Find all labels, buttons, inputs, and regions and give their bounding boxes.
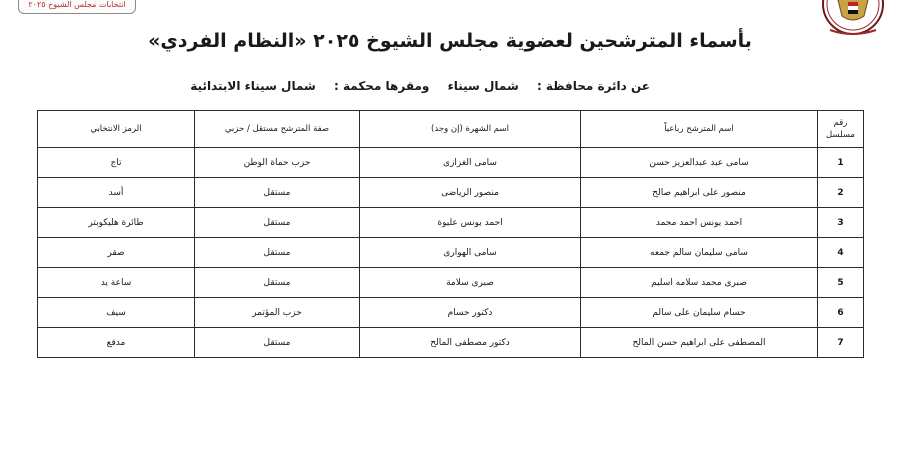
header-number: رقم مسلسل <box>818 111 864 148</box>
cell-nickname: منصور الرياضى <box>360 178 581 208</box>
header-nickname: اسم الشهرة (إن وجد) <box>360 111 581 148</box>
table-row <box>38 298 864 328</box>
cell-number: 1 <box>818 148 864 178</box>
cell-nickname: صبرى سلامة <box>360 268 581 298</box>
court-value: شمال سيناء الابتدائية <box>190 79 316 93</box>
cell-symbol: سيف <box>38 298 195 328</box>
cell-symbol: صقر <box>38 238 195 268</box>
cell-status: حزب المؤتمر <box>195 298 360 328</box>
table-row <box>38 148 864 178</box>
cell-status: حزب حماة الوطن <box>195 148 360 178</box>
cell-symbol: تاج <box>38 148 195 178</box>
candidates-table <box>37 110 864 358</box>
cell-number: 7 <box>818 328 864 358</box>
cell-number: 4 <box>818 238 864 268</box>
cell-symbol: ساعة يد <box>38 268 195 298</box>
cell-nickname: سامى الغزازى <box>360 148 581 178</box>
table-row <box>38 328 864 358</box>
cell-name: حسام سليمان على سالم <box>581 298 818 328</box>
cell-number: 6 <box>818 298 864 328</box>
header-symbol: الرمز الانتخابي <box>38 111 195 148</box>
district-label: عن دائرة محافظة : <box>536 79 650 93</box>
cell-symbol: أسد <box>38 178 195 208</box>
table-row <box>38 238 864 268</box>
table-header-row <box>38 111 864 148</box>
cell-status: مستقل <box>195 238 360 268</box>
table-row <box>38 268 864 298</box>
cell-nickname: دكتور حسام <box>360 298 581 328</box>
cell-name: المصطفى على ابراهيم حسن المالح <box>581 328 818 358</box>
table-row <box>38 178 864 208</box>
election-stamp-text: انتخابات مجلس الشيوخ ٢٠٢٥ <box>28 0 126 9</box>
cell-name: احمد يونس احمد محمد <box>581 208 818 238</box>
cell-nickname: دكتور مصطفى المالح <box>360 328 581 358</box>
header-name: اسم المترشح رباعياً <box>581 111 818 148</box>
district-line <box>176 79 650 93</box>
cell-name: سامى عبد عبدالعزيز حسن <box>581 148 818 178</box>
cell-name: صبرى محمد سلامه اسليم <box>581 268 818 298</box>
page-title: بأسماء المترشحين لعضوية مجلس الشيوخ ٢٠٢٥ «النظام الفردي» <box>148 30 752 52</box>
cell-status: مستقل <box>195 328 360 358</box>
cell-name: منصور على ابراهيم صالح <box>581 178 818 208</box>
court-label: ومقرها محكمة : <box>334 79 430 93</box>
cell-number: 5 <box>818 268 864 298</box>
cell-number: 3 <box>818 208 864 238</box>
cell-name: سامى سليمان سالم جمعه <box>581 238 818 268</box>
cell-status: مستقل <box>195 268 360 298</box>
cell-status: مستقل <box>195 178 360 208</box>
cell-symbol: مدفع <box>38 328 195 358</box>
table-row <box>38 208 864 238</box>
election-stamp <box>18 0 136 14</box>
header-status: صفة المترشح مستقل / حزبي <box>195 111 360 148</box>
cell-nickname: سامى الهوارى <box>360 238 581 268</box>
cell-symbol: طائرة هليكوبتر <box>38 208 195 238</box>
cell-nickname: احمد يونس عليوة <box>360 208 581 238</box>
cell-status: مستقل <box>195 208 360 238</box>
district-value: شمال سيناء <box>447 79 519 93</box>
cell-number: 2 <box>818 178 864 208</box>
